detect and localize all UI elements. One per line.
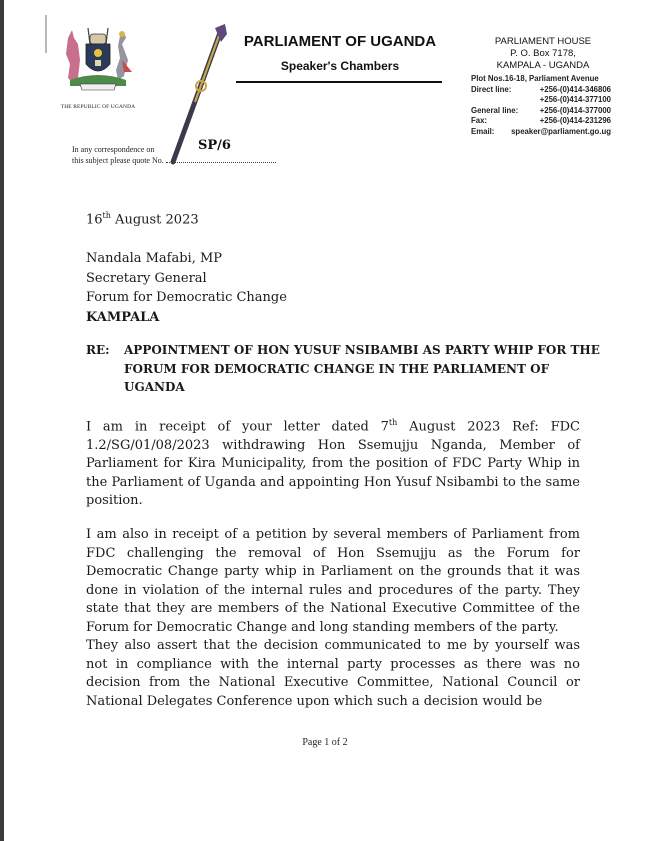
letter-date <box>86 211 199 227</box>
body-paragraph-1 <box>86 414 580 511</box>
address-line: P. O. Box 7178, <box>510 48 576 59</box>
para1-rest: August 2023 Ref: FDC 1.2/SG/01/08/2023 withdrawing Hon Ssemujju Nganda, Member of Parliament for Kira Municipality, from the position of FDC Party Whip in the Parliament of Uganda and appointing Hon Yusuf Nsibambi to the same position. <box>86 419 580 509</box>
correspondence-line: In any correspondence on <box>72 145 155 154</box>
body-paragraph-2: I am also in receipt of a petition by several members of Parliament from FDC challenging the removal of Hon Ssemujju as the Forum for Democratic Change party whip in Parliament on the grounds that it was done in violation of the internal rules and procedures of the party. They state that they are members of the National Executive Committee of the Forum for Democratic Change and long standing members of the party. <box>86 527 580 635</box>
emblem-caption: THE REPUBLIC OF UGANDA <box>60 104 136 110</box>
dotted-line <box>166 155 276 163</box>
email-link[interactable]: speaker@parliament.go.ug <box>511 126 611 136</box>
contact-label <box>471 95 522 106</box>
para1-ordinal: th <box>388 418 398 427</box>
contact-label: Fax: <box>471 116 488 125</box>
subject-label: RE: <box>86 343 110 357</box>
contact-value: +256-(0)414-377000 <box>539 105 611 115</box>
address-line: KAMPALA - UGANDA <box>496 60 590 71</box>
contact-value: +256-(0)414-231296 <box>539 116 611 125</box>
contact-row <box>471 95 611 106</box>
contact-label: Email: <box>471 126 495 136</box>
contact-row <box>471 116 611 127</box>
contact-value: +256-(0)414-377100 <box>539 95 611 104</box>
window-edge <box>0 0 4 841</box>
plot-address: Plot Nos.16-18, Parliament Avenue <box>471 74 599 83</box>
addressee-block <box>86 249 287 327</box>
para1-start: I am in receipt of your letter dated 7 <box>86 419 389 435</box>
contact-row <box>471 106 611 117</box>
contact-value: +256-(0)414-346806 <box>539 84 611 94</box>
addressee-organisation: Forum for Democratic Change <box>86 290 287 305</box>
contact-row <box>471 127 611 138</box>
correspondence-note <box>72 144 276 166</box>
date-month-year: August 2023 <box>110 212 199 228</box>
page-number: Page 1 of 2 <box>302 737 348 748</box>
letterhead-subtitle: Speaker's Chambers <box>280 59 400 73</box>
contact-row <box>471 85 611 96</box>
addressee-name: Nandala Mafabi, MP <box>86 251 223 266</box>
postal-address <box>478 36 608 72</box>
reference-number: SP/6 <box>198 138 231 153</box>
date-day: 16 <box>86 212 103 228</box>
contact-label: General line: <box>471 105 519 115</box>
subject-text: APPOINTMENT OF HON YUSUF NSIBAMBI AS PARTY WHIP FOR THE FORUM FOR DEMOCRATIC CHANGE IN THE PARLIAMENT OF UGANDA <box>124 343 600 394</box>
body-paragraph-3: They also assert that the decision communicated to me by yourself was not in compliance with the internal party processes as there was no decision from the National Executive Committee, National Council or National Delegates Conference upon which such a decision would be <box>86 638 580 709</box>
subject-line <box>86 341 606 397</box>
coat-of-arms-icon <box>58 20 138 100</box>
addressee-position: Secretary General <box>86 270 207 286</box>
addressee-city: KAMPALA <box>86 309 160 325</box>
address-line: PARLIAMENT HOUSE <box>494 36 592 47</box>
date-suffix: th <box>102 211 111 220</box>
contact-label: Direct line: <box>471 84 512 94</box>
text-cursor-mark <box>45 15 47 53</box>
letterhead-title: PARLIAMENT OF UGANDA <box>243 33 437 50</box>
contact-block <box>471 74 611 137</box>
correspondence-line: this subject please quote No. <box>72 156 164 165</box>
title-underline <box>236 81 442 83</box>
